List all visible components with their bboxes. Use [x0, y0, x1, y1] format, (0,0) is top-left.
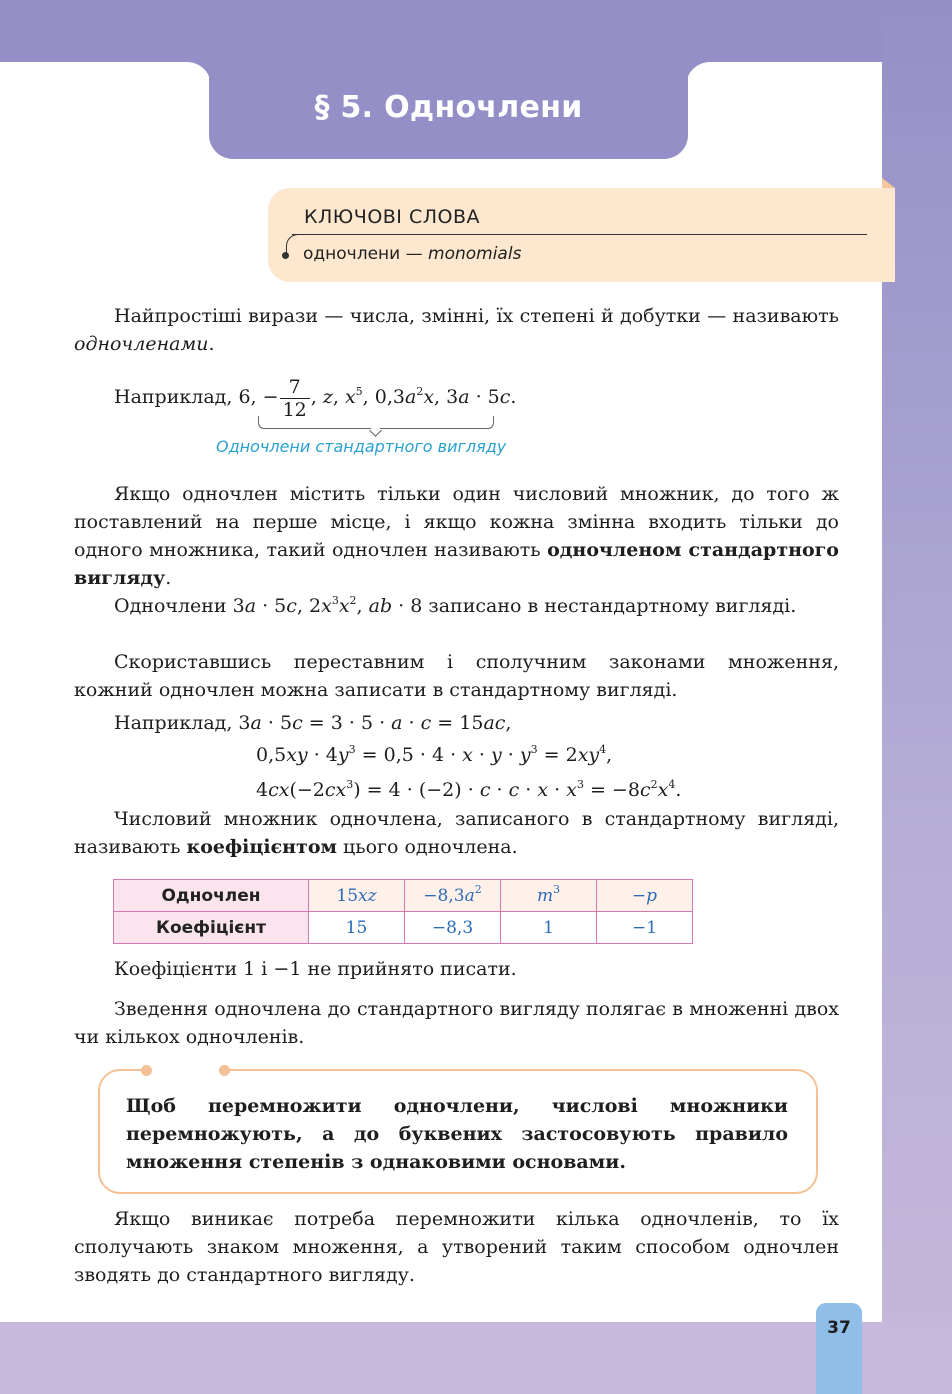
table-row	[114, 880, 693, 912]
table-cell: −8,3	[405, 912, 501, 944]
table-cell: 1	[501, 912, 597, 944]
fraction: $\frac{7}{12}$	[280, 376, 310, 421]
page-number-tab	[816, 1303, 862, 1394]
rule-text: Щоб перемножити одночлени, числові множники перемножують, а до буквених застосовують правило множення степенів з однаковими основами.	[126, 1095, 788, 1173]
intro-paragraph: Найпростіші вирази — числа, змінні, їх степені й добутки — називають одночленами.	[74, 305, 839, 355]
keyword-item: одночлени — monomials	[303, 244, 522, 264]
reduction-paragraph: Зведення одночлена до стандартного вигляду полягає в множенні двох чи кількох одночленів.	[74, 998, 839, 1048]
table-cell: $m^3$	[501, 880, 597, 912]
page-bottom-band	[0, 1322, 952, 1394]
title-tab-corner-right	[686, 62, 710, 86]
keyword-translation: monomials	[428, 244, 522, 264]
table-cell: 15	[309, 912, 405, 944]
table-cell: 15xz	[309, 880, 405, 912]
final-paragraph: Якщо виникає потреба перемножити кілька одночленів, то їх сполучають знаком множення, а утворений таким способом одночлен зводять до стандартного вигляду.	[74, 1208, 839, 1286]
coefficient-note: Коефіцієнти 1 і −1 не прийнято писати.	[114, 958, 517, 980]
rule-box-gap	[147, 1064, 225, 1076]
table-row	[114, 912, 693, 944]
brace-label: Одночлени стандартного вигляду	[216, 437, 507, 456]
nonstandard-paragraph: Одночлени 3a · 5c, $2x^3x^2$, ab · 8 записано в нестандартному вигляді.	[114, 594, 797, 617]
rule-dot-icon	[219, 1065, 230, 1076]
table-cell: −p	[597, 880, 693, 912]
example-line-2: $0,5xy \cdot 4y^3 = 0,5 \cdot 4 \cdot x \cdot y \cdot y^3 = 2xy^4$,	[256, 743, 613, 766]
section-title: § 5. Одночлени	[314, 90, 583, 125]
table-cell: $-8,3a^2$	[405, 880, 501, 912]
standard-definition: Якщо одночлен містить тільки один числовий множник, до того ж поставлений на перше місце, і якщо кожна змінна входить тільки до одного множника, такий одночлен називають одночленом стандартного вигляду.	[74, 483, 839, 589]
rule-dot-icon	[141, 1065, 152, 1076]
keywords-divider	[292, 234, 867, 235]
coefficient-definition: Числовий множник одночлена, записаного в стандартному вигляді, називають коефіцієнтом цього одночлена.	[74, 808, 839, 858]
laws-paragraph: Скориставшись переставним і сполучним законами множення, кожний одночлен можна записати в стандартному вигляді.	[74, 651, 839, 701]
keywords-fold	[882, 178, 895, 188]
example-monomials: Наприклад, 6, − $\frac{7}{12}$ , z, $x^5$, $0,3a^2x$, 3a · 5c.	[114, 375, 517, 421]
title-tab-corner-left	[187, 62, 211, 86]
page-number: 37	[827, 1318, 851, 1338]
keywords-heading: КЛЮЧОВІ СЛОВА	[304, 206, 480, 228]
table-header-coefficient: Коефіцієнт	[114, 912, 309, 944]
example-line-1: Наприклад, 3a · 5c = 3 · 5 · a · c = 15ac,	[114, 712, 512, 734]
table-header-monomial: Одночлен	[114, 880, 309, 912]
bullet-icon	[282, 252, 289, 259]
table-cell: −1	[597, 912, 693, 944]
coefficient-table	[113, 879, 693, 944]
example-line-3: $4cx(-2cx^3) = 4 \cdot (-2) \cdot c \cdot c \cdot x \cdot x^3 = -8c^2x^4$.	[256, 778, 682, 801]
keywords-box	[268, 188, 895, 282]
